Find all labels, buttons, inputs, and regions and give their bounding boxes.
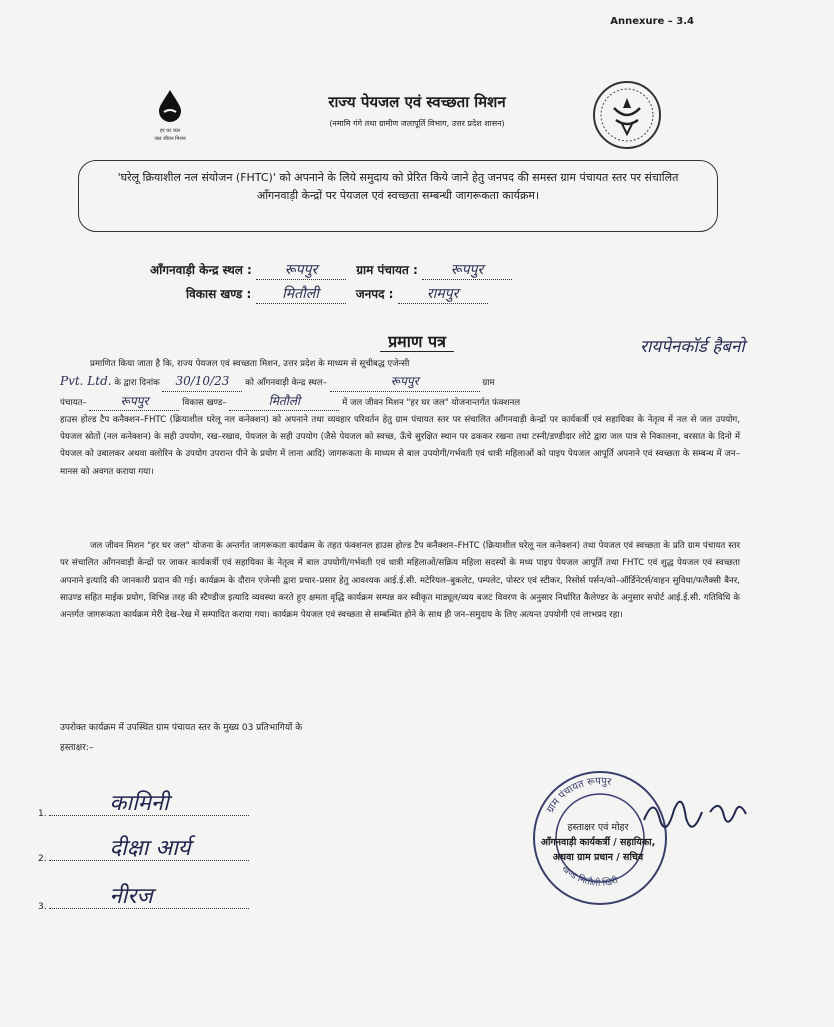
anganwadi-label: आँगनवाड़ी केन्द्र स्थल : [150, 263, 252, 277]
certificate-title: प्रमाण पत्र [380, 332, 454, 352]
para1-text-f: में जल जीवन मिशन "हर घर जल" योजनान्तर्गत फंक्शनल [342, 397, 521, 408]
svg-text:खण्ड मितौली खिरी [560, 864, 620, 889]
signer-line3: अथवा ग्राम प्रधान / सचिव [552, 852, 644, 863]
signature-number: 1. [38, 809, 47, 819]
vikas-khand-row [186, 284, 488, 304]
signature-2 [38, 836, 249, 864]
para1-line1: प्रमाणित किया जाता है कि, राज्य पेयजल एवं स्वच्छता मिशन, उत्तर प्रदेश के माध्यम से सूचीबद्ध एजेन्सी [90, 359, 410, 369]
page-title: राज्य पेयजल एवं स्वच्छता मिशन [328, 93, 506, 111]
anganwadi-value: रूपपुर [256, 260, 346, 280]
logo-caption-2: जल जीवन मिशन [154, 136, 186, 142]
signer-line2: आँगनवाड़ी कार्यकर्त्री / सहायिका, [540, 837, 656, 848]
program-banner: 'घरेलू क्रियाशील नल संयोजन (FHTC)' को अपनाने के लिये समुदाय को प्रेरित किये जाने हेतु जनपद की समस्त ग्राम पंचायत स्तर पर संचालित आँगनवाड़ी केन्द्रों पर पेयजल एवं स्वच्छता सम्बन्धी जागरूकता कार्यक्रम। [78, 160, 718, 232]
signer-line1: हस्ताक्षर एवं मोहर [567, 822, 629, 833]
vikas-khand-value: मितौली [256, 284, 346, 304]
stamp-bottom-text: खण्ड मितौली खिरी [559, 863, 620, 889]
signature-name: दीक्षा आर्य [109, 836, 191, 861]
para1-text-b: को आँगनवाड़ी केन्द्र स्थल– [245, 378, 327, 389]
signature-intro-text: उपरोक्त कार्यक्रम में उपस्थित ग्राम पंचायत स्तर के मुख्य 03 प्रतिभागियों के [60, 723, 303, 733]
signature-name: कामिनी [109, 791, 169, 816]
signature-3 [38, 884, 249, 912]
para1-text-a: के द्वारा दिनांक [114, 378, 160, 389]
agency-code: Pvt. Ltd. [60, 374, 112, 389]
panchayat-value: रूपपुर [89, 393, 179, 411]
gram-panchayat-value: रूपपुर [422, 260, 512, 280]
janpad-value: रामपुर [398, 284, 488, 304]
signature-number: 2. [38, 854, 47, 864]
annexure-label: Annexure – 3.4 [610, 16, 694, 27]
program-date: 30/10/23 [162, 373, 242, 391]
agency-name-handwritten: रायपेनकॉर्ड हैबनो [640, 337, 745, 357]
anganwadi-row [150, 260, 512, 280]
khand-value: मितौली [229, 393, 339, 411]
signature-number: 3. [38, 902, 47, 912]
uttar-pradesh-emblem-icon [592, 80, 662, 150]
signer-block [498, 820, 698, 865]
sthal-value: रूपपुर [330, 373, 480, 391]
signature-label: हस्ताक्षर:– [60, 743, 94, 753]
para1-line2 [60, 373, 740, 392]
paragraph-2 [60, 538, 740, 624]
para2-text: जल जीवन मिशन "हर घर जल" योजना के अन्तर्गत जागरूकता कार्यक्रम के तहत फंक्शनल हाउस होल्ड टैप कनैक्शन–FHTC (क्रियाशील घरेलू नल कनेक्शन) तथा पेयजल एवं स्वच्छता के प्रति ग्राम पंचायत स्तर पर संचालित आँगनवाड़ी केन्द्रों पर जाकर कार्यकर्त्री एवं सहायिका के नेतृत्व में बाल उपयोगी/गर्भवती एवं धात्री महिलाओं/सक्रिय महिला सदस्यों के मध्य पाइप पेयजल आपूर्ति तथा FHTC एवं शुद्ध पेयजल एवं स्वच्छता अपनाने इत्यादि की जानकारी प्रदान की गई। कार्यक्रम के दौरान एजेन्सी द्वारा प्रचार–प्रसार हेतु आवश्यक आई.ई.सी. मटेरियल–बुकलेट, पम्पलेट, पोस्टर एवं स्टीकर, रिसोर्स पर्सन/को–ऑर्डिनेटर्स/वाहन सुविधा/फलैक्सी बैनर, साउण्ड सहित माईक प्रयोग, विभिन्न तरह की स्टैण्डीज इत्यादि व्यवस्था करते हुए क्षमता वृद्धि कार्यक्रम सम्पन्न कर स्वीकृत माड्यूल/व्यय बजट विवरण के अनुसार निर्धारित कैलेण्डर के अनुसार सपोर्ट आई.ई.सी. गतिविधि के अन्तर्गत जागरूकता कार्यक्रम मेरी देख–रेख में सम्पादित कराया गया। कार्यक्रम पेयजल एवं स्वच्छता से सम्बन्धित होने के साथ ही जन–समुदाय के लिए अत्यन्त उपयोगी एवं लाभप्रद रहा। [60, 541, 740, 621]
para1-rest: हाउस होल्ड टैप कनैक्शन–FHTC (क्रियाशील घरेलू नल कनेक्शन) को अपनाने तथा व्यवहार परिवर्तन हेतु ग्राम पंचायत स्तर पर संचालित आँगनवाड़ी केन्द्रों पर कार्यकर्त्री एवं सहायिका के नेतृत्व में नल से जल उपयोग, पेयजल स्रोतों (नल कनेक्शन) के सही उपयोग, रख–रखाव, पेयजल के सही उपयोग (जैसे पेयजल को स्वच्छ, ऊँचे सुरक्षित स्थान पर ढककर रखना तथा टस्नी/डण्डीदार लोटे द्वारा जल पात्र से निकालना, बरसात के दिनो में पेयजल को उबालकर अथवा क्लोरिन के उपयोग उपरान्त पीने के प्रयोग में लाना आदि) जागरूकता के माध्यम से बाल उपयोगी/गर्भवती एवं धात्री महिलाओं को पाइप पेयजल आपूर्ति अपनाने एवं स्वच्छता के सम्बन्ध में जन–मानस को अवगत कराया गया। [60, 414, 740, 477]
signature-intro [60, 718, 302, 758]
signature-1 [38, 791, 249, 819]
para1-text-d: पंचायत– [60, 397, 87, 408]
para1-text-c: ग्राम [482, 378, 495, 389]
vikas-khand-label: विकास खण्ड : [186, 287, 252, 301]
paragraph-1 [60, 356, 740, 481]
para1-line3 [60, 393, 740, 412]
janpad-label: जनपद : [355, 287, 394, 301]
page-subtitle: (नमामि गंगे तथा ग्रामीण जलापूर्ति विभाग, उत्तर प्रदेश शासन) [329, 119, 505, 128]
svg-text:ग्राम पंचायत रूपपुर [545, 776, 613, 815]
stamp-top-text: ग्राम पंचायत रूपपुर [544, 775, 612, 815]
signature-name: नीरज [109, 884, 153, 909]
gram-panchayat-label: ग्राम पंचायत : [356, 263, 418, 277]
logo-caption: हर घर जल [160, 128, 180, 134]
para1-text-e: विकास खण्ड– [182, 397, 227, 408]
